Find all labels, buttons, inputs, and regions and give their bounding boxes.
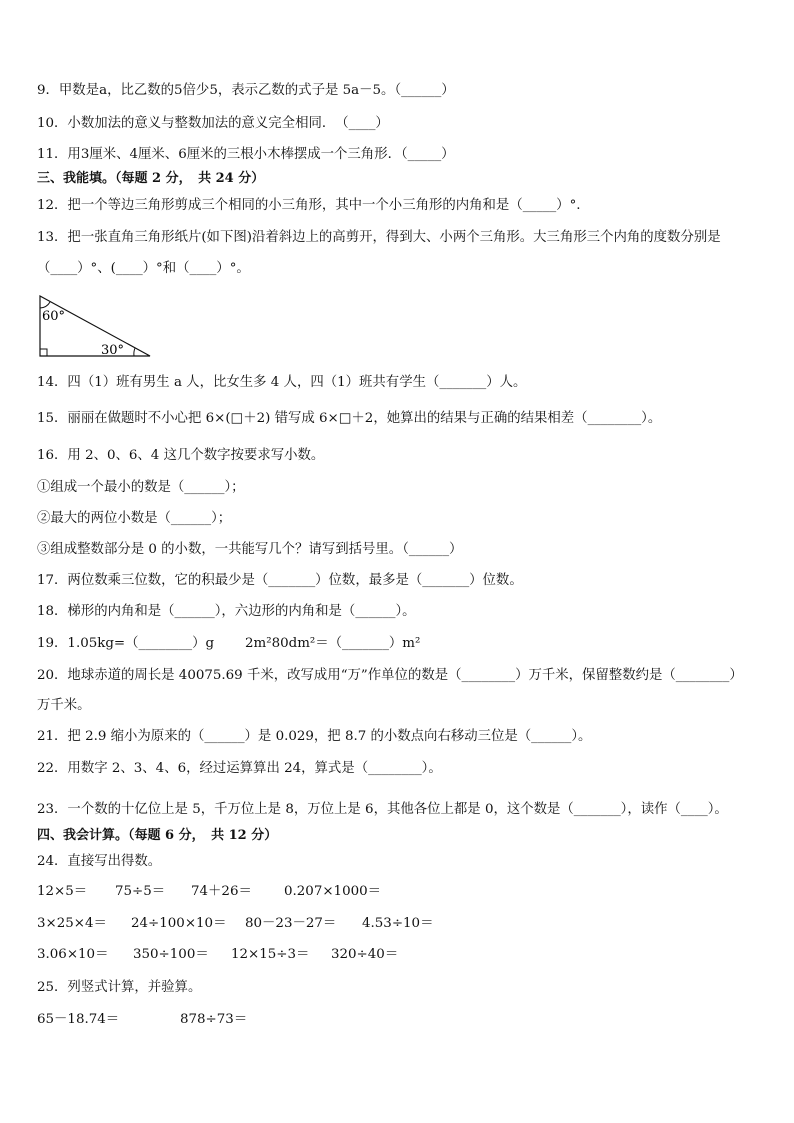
question-25: 25．列竖式计算，并验算。 (37, 980, 202, 995)
question-15: 15．丽丽在做题时不小心把 6×(□＋2) 错写成 6×□＋2，她算出的结果与正确的结果相差（________）。 (37, 411, 662, 426)
calc-item: 320÷40＝ (331, 947, 399, 962)
question-12: 12．把一个等边三角形剪成三个相同的小三角形，其中一个小三角形的内角和是（_____）°. (37, 198, 581, 213)
question-22: 22．用数字 2、3、4、6，经过运算算出 24，算式是（________）。 (37, 761, 442, 776)
vertical-calc-item: 65－18.74＝ (37, 1012, 120, 1027)
question-14: 14．四（1）班有男生 a 人，比女生多 4 人，四（1）班共有学生（_______）人。 (37, 375, 527, 390)
question-23: 23．一个数的十亿位上是 5，千万位上是 8，万位上是 6，其他各位上都是 0，这个数是（_______），读作（____）。 (37, 802, 728, 817)
question-10: 10．小数加法的意义与整数加法的意义完全相同． （____） (37, 116, 389, 131)
calc-item: 0.207×1000＝ (284, 884, 382, 899)
question-17: 17．两位数乘三位数，它的积最少是（_______）位数，最多是（_______）位数。 (37, 573, 523, 588)
calc-item: 12×15÷3＝ (231, 947, 310, 962)
calc-item: 80－23－27＝ (245, 916, 337, 931)
question-19-part1: 19．1.05kg=（________）g (37, 636, 215, 651)
question-16: 16．用 2、0、6、4 这几个数字按要求写小数。 (37, 448, 325, 463)
calc-row-2 (37, 914, 764, 934)
angle-60-label: 60° (42, 309, 66, 324)
calc-item: 12×5＝ (37, 884, 88, 899)
calc-row-3 (37, 945, 764, 965)
calc-item: 75÷5＝ (115, 884, 166, 899)
question-16-part2: ②最大的两位小数是（______）； (37, 511, 232, 526)
calc-row-1 (37, 882, 764, 902)
calc-item: 74＋26＝ (191, 884, 252, 899)
section-3-title: 三、我能填。（每题 2 分， 共 24 分） (37, 171, 265, 186)
question-24: 24．直接写出得数。 (37, 854, 162, 869)
question-20-line1: 20．地球赤道的周长是 40075.69 千米，改写成用“万”作单位的数是（________）万千米，保留整数约是（________） (37, 668, 743, 683)
calc-item: 4.53÷10＝ (362, 916, 434, 931)
question-13-line2: （____）°、(____）°和（____）°。 (37, 261, 250, 276)
question-16-part3: ③组成整数部分是 0 的小数，一共能写几个？请写到括号里。（______） (37, 542, 463, 557)
question-9: 9．甲数是a，比乙数的5倍少5，表示乙数的式子是 5a－5。（______） (37, 83, 455, 98)
section-4-title: 四、我会计算。（每题 6 分， 共 12 分） (37, 828, 278, 843)
calc-item: 3×25×4＝ (37, 916, 107, 931)
question-11: 11．用3厘米、4厘米、6厘米的三根小木棒摆成一个三角形．（_____） (37, 147, 455, 162)
question-16-part1: ①组成一个最小的数是（______）； (37, 480, 245, 495)
angle-30-label: 30° (101, 343, 125, 358)
calc-item: 350÷100＝ (133, 947, 209, 962)
question-18: 18．梯形的内角和是（______），六边形的内角和是（______）。 (37, 604, 416, 619)
calc-item: 3.06×10＝ (37, 947, 109, 962)
question-21: 21．把 2.9 缩小为原来的（______）是 0.029，把 8.7 的小数点向右移动三位是（______）。 (37, 729, 592, 744)
vertical-calc-item: 878÷73＝ (180, 1012, 248, 1027)
question-20-line2: 万千米。 (37, 698, 91, 713)
calc-item: 24÷100×10＝ (131, 916, 227, 931)
question-13-line1: 13．把一张直角三角形纸片(如下图)沿着斜边上的高剪开，得到大、小两个三角形。大三角形三个内角的度数分别是 (37, 230, 721, 245)
right-triangle-figure (38, 294, 153, 360)
vertical-calc-row (37, 1010, 764, 1030)
question-19-part2: 2m²80dm²＝（_______）m² (245, 636, 421, 651)
